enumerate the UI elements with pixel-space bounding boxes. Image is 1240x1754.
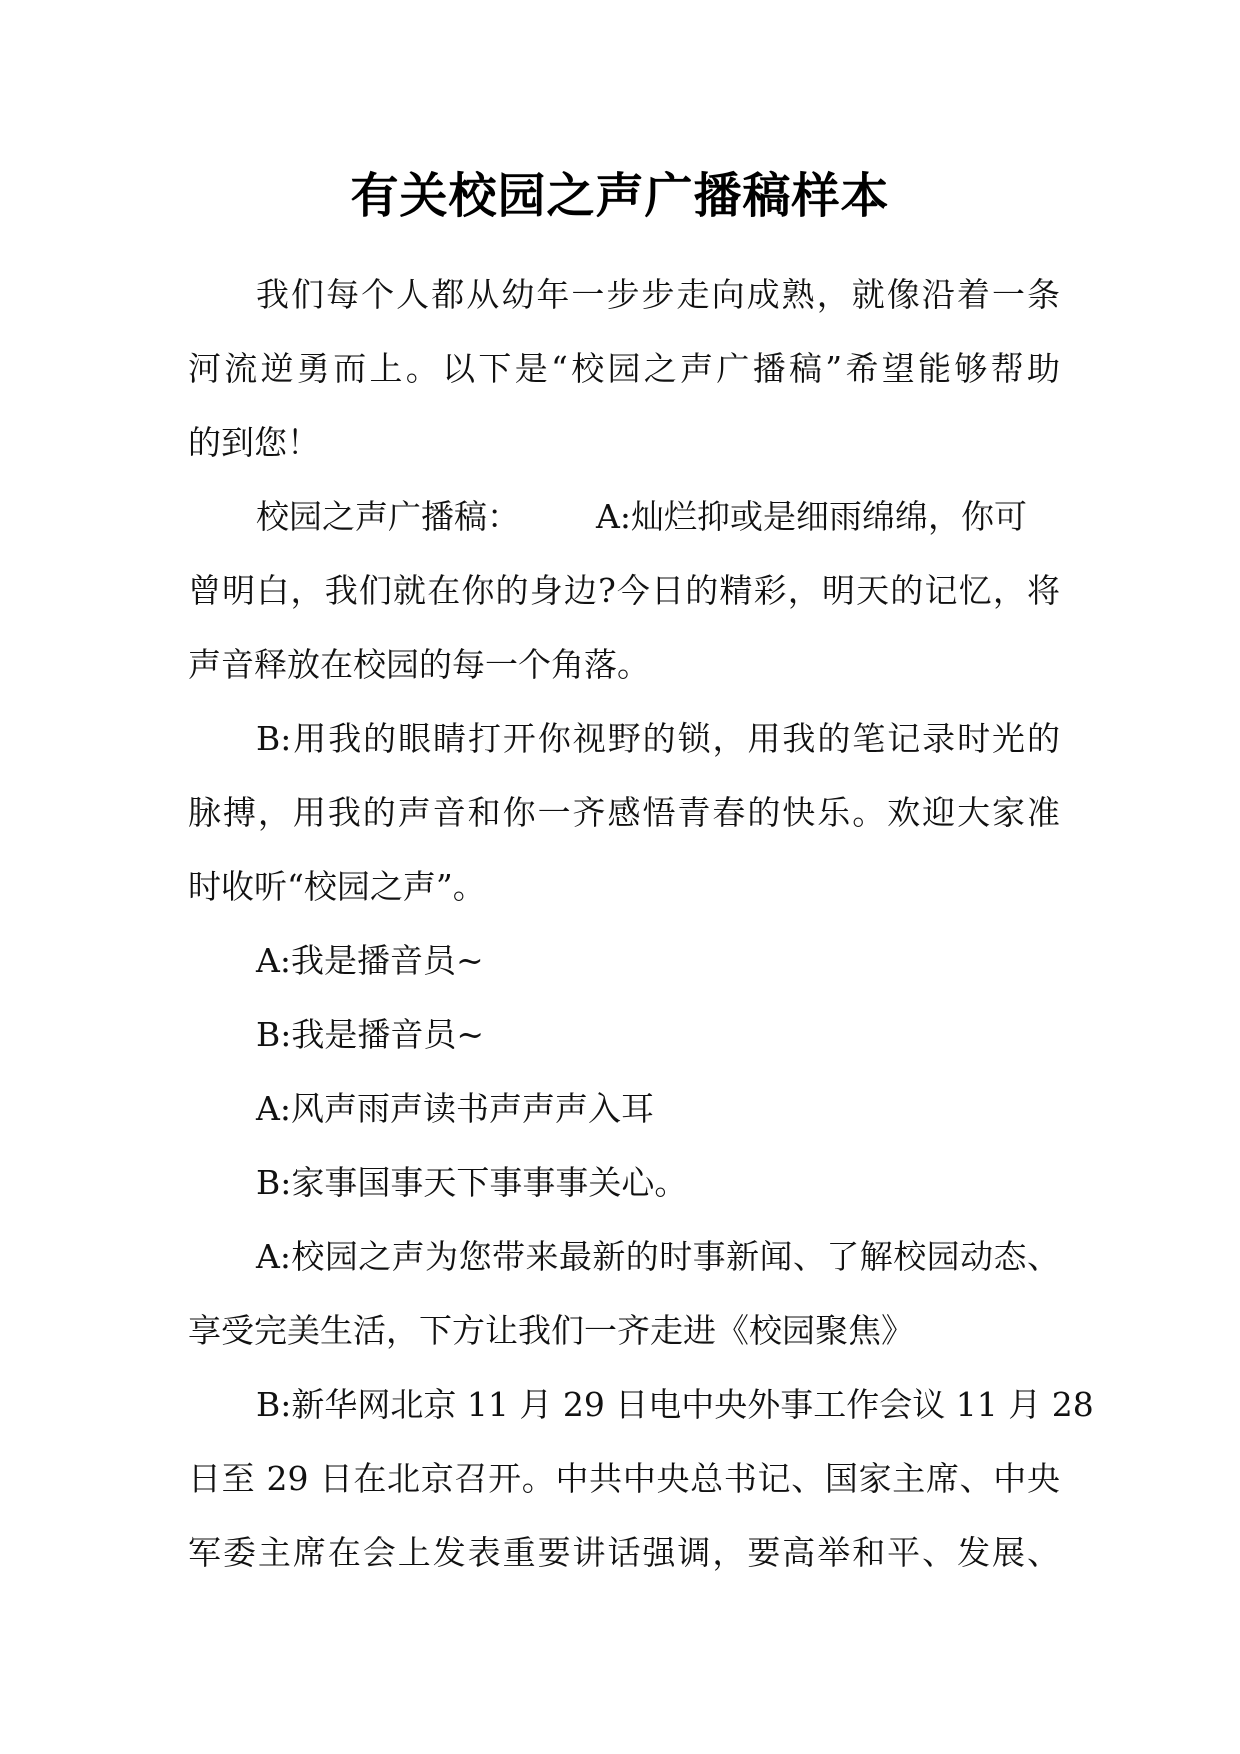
- document-body: [188, 258, 1094, 1590]
- text-line: A:我是播音员~: [256, 941, 484, 980]
- text-line: 声音释放在校园的每一个角落。: [188, 645, 650, 684]
- text-line: 曾明白，我们就在你的身边?今日的精彩，明天的记忆，将: [188, 571, 1060, 610]
- text-line: 的到您！: [188, 423, 320, 462]
- text-line: 河流逆勇而上。以下是“校园之声广播稿”希望能够帮助: [188, 349, 1060, 388]
- text-line: 时收听“校园之声”。: [188, 867, 486, 906]
- text-line: 日至 29 日在北京召开。中共中央总书记、国家主席、中央: [188, 1459, 1060, 1498]
- text-line: A:风声雨声读书声声声入耳: [256, 1089, 654, 1128]
- text-line: 脉搏，用我的声音和你一齐感悟青春的快乐。欢迎大家准: [188, 793, 1060, 832]
- section-label: 校园之声广播稿：: [256, 497, 520, 536]
- document-title: 有关校园之声广播稿样本: [350, 168, 890, 224]
- text-line: B:我是播音员~: [256, 1015, 485, 1054]
- text-line: B:新华网北京 11 月 29 日电中央外事工作会议 11 月 28: [256, 1385, 1094, 1424]
- text-line: [188, 480, 1060, 554]
- text-segment: A:灿烂抑或是细雨绵绵，你可: [596, 497, 1027, 536]
- text-line: 我们每个人都从幼年一步步走向成熟，就像沿着一条: [256, 275, 1060, 314]
- text-line: A:校园之声为您带来最新的时事新闻、了解校园动态、: [256, 1237, 1060, 1276]
- text-line: B:用我的眼睛打开你视野的锁，用我的笔记录时光的: [256, 719, 1060, 758]
- text-line: 军委主席在会上发表重要讲话强调，要高举和平、发展、: [188, 1533, 1060, 1572]
- text-line: B:家事国事天下事事事关心。: [256, 1163, 688, 1202]
- text-line: 享受完美生活，下方让我们一齐走进《校园聚焦》: [188, 1311, 914, 1350]
